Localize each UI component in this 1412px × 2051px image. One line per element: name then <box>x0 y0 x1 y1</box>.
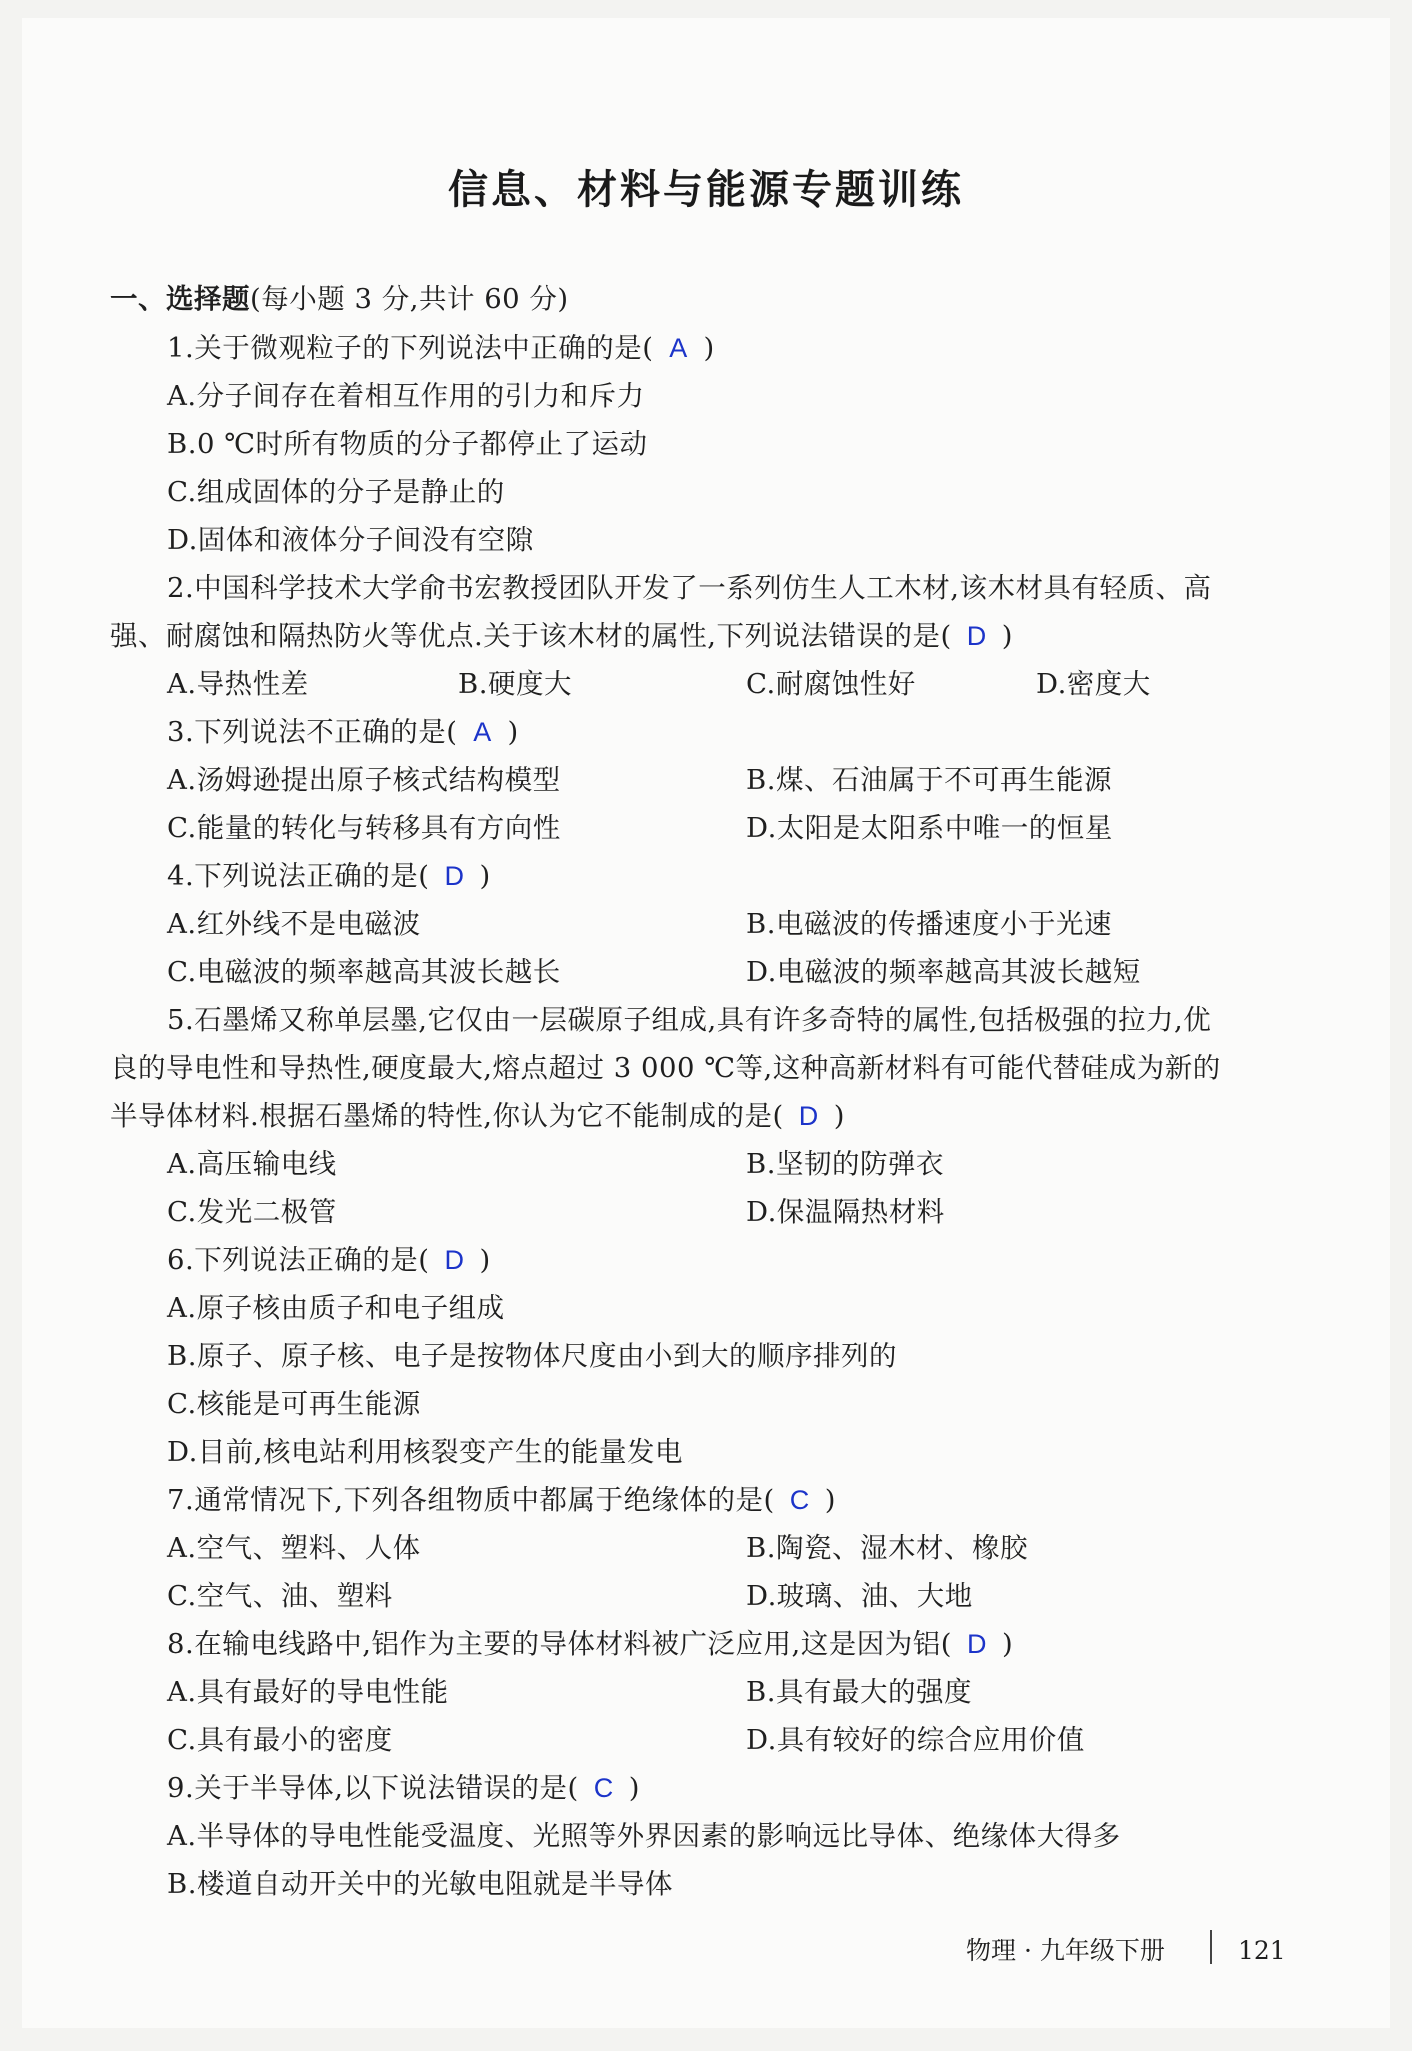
footer-divider <box>1210 1930 1212 1964</box>
stem-close: ) <box>479 860 491 892</box>
section-note: (每小题 3 分,共计 60 分) <box>250 283 569 315</box>
stem-text: 6.下列说法正确的是( <box>167 1244 430 1276</box>
answer-mark: C <box>593 1773 614 1803</box>
answer-mark: D <box>444 861 465 891</box>
question-1-option-c: C.组成固体的分子是静止的 <box>167 476 505 508</box>
stem-close: ) <box>1001 620 1013 652</box>
page-title: 信息、材料与能源专题训练 <box>448 167 964 213</box>
question-7-option-c: C.空气、油、塑料 <box>167 1580 393 1612</box>
question-7-option-a: A.空气、塑料、人体 <box>167 1532 421 1564</box>
question-8-option-d: D.具有较好的综合应用价值 <box>746 1724 1085 1756</box>
question-1-stem <box>167 331 715 365</box>
stem-close: ) <box>628 1772 640 1804</box>
question-6-option-c: C.核能是可再生能源 <box>167 1388 421 1420</box>
question-2-stem-line1: 2.中国科学技术大学俞书宏教授团队开发了一系列仿生人工木材,该木材具有轻质、高 <box>167 572 1212 604</box>
stem-text: 8.在输电线路中,铝作为主要的导体材料被广泛应用,这是因为铝( <box>167 1628 952 1660</box>
question-4-option-b: B.电磁波的传播速度小于光速 <box>746 908 1112 940</box>
question-3-option-d: D.太阳是太阳系中唯一的恒星 <box>746 812 1113 844</box>
question-4-stem <box>167 859 491 893</box>
question-8-stem <box>167 1627 1013 1661</box>
question-5-stem-line2: 良的导电性和导热性,硬度最大,熔点超过 3 000 ℃等,这种高新材料有可能代替硅成为新的 <box>110 1052 1221 1084</box>
answer-mark: C <box>789 1485 810 1515</box>
question-1-option-d: D.固体和液体分子间没有空隙 <box>167 524 534 556</box>
stem-close: ) <box>507 716 519 748</box>
question-5-option-d: D.保温隔热材料 <box>746 1196 945 1228</box>
question-3-option-c: C.能量的转化与转移具有方向性 <box>167 812 561 844</box>
question-6-option-b: B.原子、原子核、电子是按物体尺度由小到大的顺序排列的 <box>167 1340 897 1372</box>
question-4-option-d: D.电磁波的频率越高其波长越短 <box>746 956 1141 988</box>
question-3-option-a: A.汤姆逊提出原子核式结构模型 <box>167 764 561 796</box>
question-3-option-b: B.煤、石油属于不可再生能源 <box>746 764 1112 796</box>
question-7-option-d: D.玻璃、油、大地 <box>746 1580 973 1612</box>
stem-text: 1.关于微观粒子的下列说法中正确的是( <box>167 332 654 364</box>
question-7-option-b: B.陶瓷、湿木材、橡胶 <box>746 1532 1028 1564</box>
footer-book-title: 物理 · 九年级下册 <box>966 1936 1165 1965</box>
question-6-option-d: D.目前,核电站利用核裂变产生的能量发电 <box>167 1436 684 1468</box>
question-2-option-d: D.密度大 <box>1036 668 1151 700</box>
question-6-option-a: A.原子核由质子和电子组成 <box>167 1292 505 1324</box>
stem-close: ) <box>479 1244 491 1276</box>
question-8-option-c: C.具有最小的密度 <box>167 1724 393 1756</box>
stem-close: ) <box>824 1484 836 1516</box>
question-2-option-a: A.导热性差 <box>167 668 309 700</box>
question-1-option-b: B.0 ℃时所有物质的分子都停止了运动 <box>167 428 648 460</box>
section-heading: 一、选择题 <box>110 283 250 315</box>
stem-text: 9.关于半导体,以下说法错误的是( <box>167 1772 579 1804</box>
stem-close: ) <box>833 1100 845 1132</box>
question-7-stem <box>167 1483 836 1517</box>
stem-close: ) <box>1001 1628 1014 1660</box>
answer-mark: D <box>444 1245 465 1275</box>
question-6-stem <box>167 1243 491 1277</box>
stem-text: 7.通常情况下,下列各组物质中都属于绝缘体的是( <box>167 1484 775 1516</box>
question-8-option-a: A.具有最好的导电性能 <box>167 1676 449 1708</box>
question-5-option-a: A.高压输电线 <box>167 1148 337 1180</box>
answer-mark: D <box>798 1101 819 1131</box>
question-1-option-a: A.分子间存在着相互作用的引力和斥力 <box>167 380 645 412</box>
question-2-stem <box>110 619 1013 653</box>
answer-mark: D <box>966 1629 987 1659</box>
question-5-stem <box>110 1099 845 1133</box>
question-4-option-c: C.电磁波的频率越高其波长越长 <box>167 956 561 988</box>
question-3-stem <box>167 715 519 749</box>
question-9-stem <box>167 1771 640 1805</box>
question-2-option-c: C.耐腐蚀性好 <box>746 668 916 700</box>
section-header <box>110 282 569 316</box>
question-4-option-a: A.红外线不是电磁波 <box>167 908 421 940</box>
question-9-option-a: A.半导体的导电性能受温度、光照等外界因素的影响远比导体、绝缘体大得多 <box>167 1820 1121 1852</box>
answer-mark: D <box>966 621 987 651</box>
question-9-option-b: B.楼道自动开关中的光敏电阻就是半导体 <box>167 1868 673 1900</box>
question-2-option-b: B.硬度大 <box>458 668 572 700</box>
question-5-option-c: C.发光二极管 <box>167 1196 337 1228</box>
answer-mark: A <box>669 333 688 363</box>
stem-text: 4.下列说法正确的是( <box>167 860 430 892</box>
stem-close: ) <box>703 332 715 364</box>
stem-text: 强、耐腐蚀和隔热防火等优点.关于该木材的属性,下列说法错误的是( <box>110 620 952 652</box>
footer-page-number: 121 <box>1238 1936 1286 1965</box>
stem-text: 3.下列说法不正确的是( <box>167 716 458 748</box>
stem-text: 半导体材料.根据石墨烯的特性,你认为它不能制成的是( <box>110 1100 784 1132</box>
question-8-option-b: B.具有最大的强度 <box>746 1676 972 1708</box>
answer-mark: A <box>473 717 492 747</box>
question-5-option-b: B.坚韧的防弹衣 <box>746 1148 944 1180</box>
question-5-stem-line1: 5.石墨烯又称单层墨,它仅由一层碳原子组成,具有许多奇特的属性,包括极强的拉力,优 <box>167 1004 1212 1036</box>
